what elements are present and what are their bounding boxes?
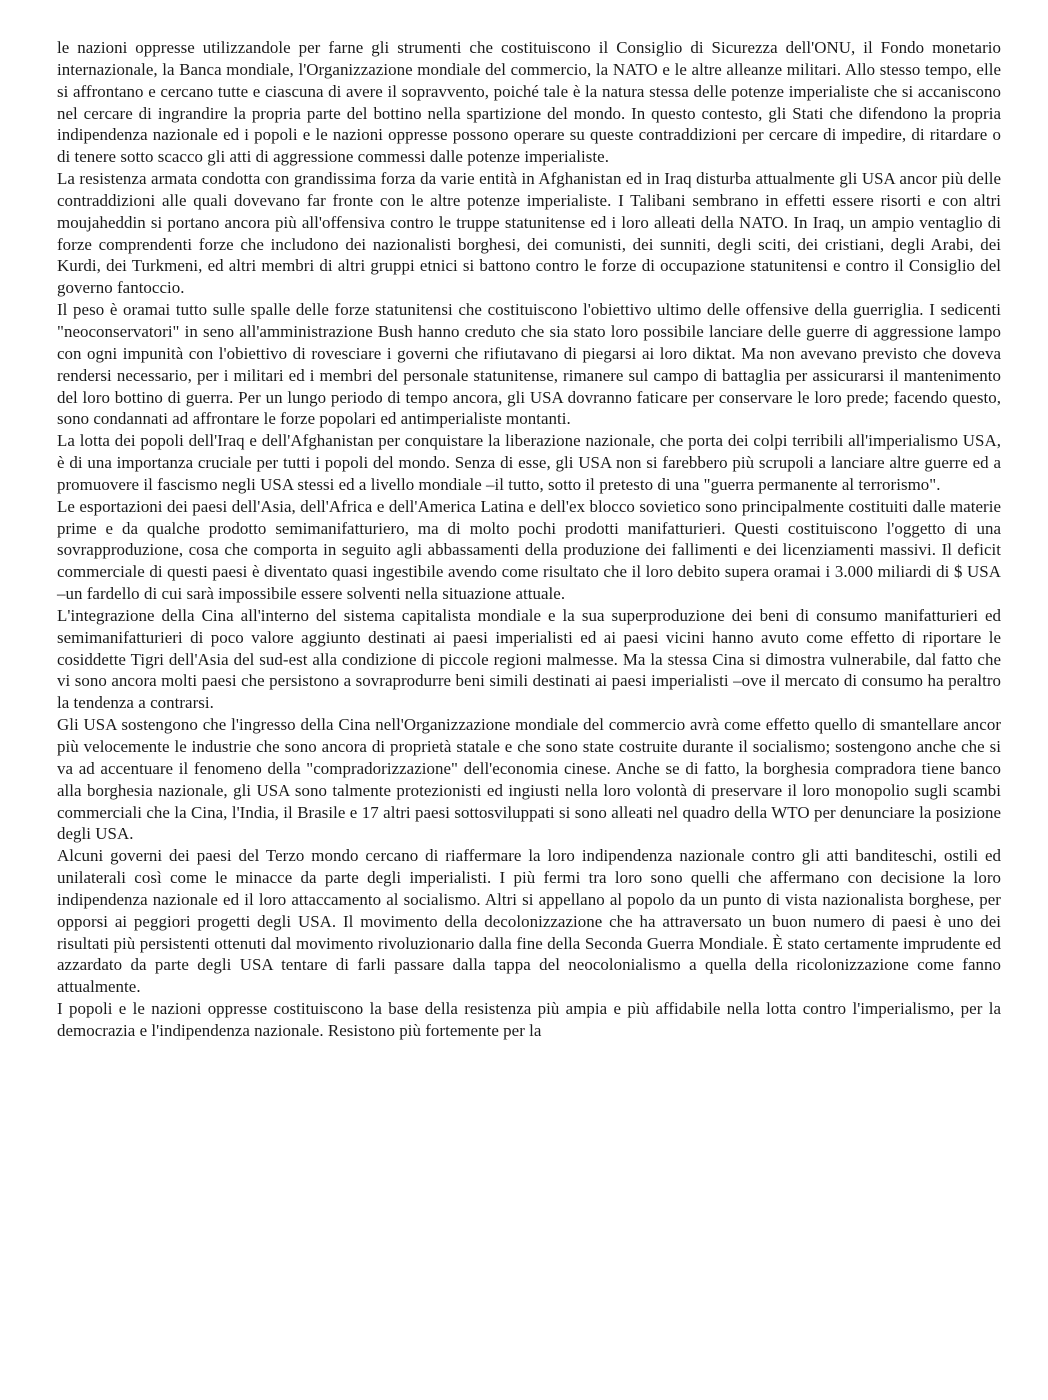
document-page: [57, 37, 1001, 1042]
paragraph-8: Alcuni governi dei paesi del Terzo mondo cercano di riaffermare la loro indipendenza nazionale contro gli atti banditeschi, ostili ed unilaterali così come le minacce da parte degli imperialisti. I più fermi tra loro sono quelli che affermano con decisione la loro indipendenza nazionale ed il loro attaccamento al socialismo. Altri si appellano al popolo da un punto di vista nazionalista borghese, per opporsi ai peggiori progetti degli USA. Il movimento della decolonizzazione che ha attraversato un buon numero di paesi è uno dei risultati più persistenti ottenuti dal movimento rivoluzionario dalla fine della Seconda Guerra Mondiale. È stato certamente imprudente ed azzardato da parte degli USA tentare di farli passare dalla tappa del neocolonialismo a quella della ricolonizzazione come fanno attualmente.: [57, 846, 1001, 997]
paragraph-2: La resistenza armata condotta con grandissima forza da varie entità in Afghanistan ed in Iraq disturba attualmente gli USA ancor più delle contraddizioni alle quali dovevano far fronte con le altre potenze imperialiste. I Talibani sembrano in effetti essere risorti e con altri moujaheddin si portano ancora più all'offensiva contro le truppe statunitense ed i loro alleati della NATO. In Iraq, un ampio ventaglio di forze comprendenti forze che includono dei nazionalisti borghesi, dei comunisti, dei sunniti, degli sciti, dei cristiani, degli Arabi, dei Kurdi, dei Turkmeni, ed altri membri di altri gruppi etnici si battono contro le forze di occupazione statunitensi e contro il Consiglio del governo fantoccio.: [57, 169, 1001, 298]
paragraph-3: Il peso è oramai tutto sulle spalle delle forze statunitensi che costituiscono l'obiettivo ultimo delle offensive della guerriglia. I sedicenti "neoconservatori" in seno all'amministrazione Bush hanno creduto che sia stato loro possibile lanciare delle guerre di aggressione lampo con ogni impunità con l'obiettivo di rovesciare i governi che rifiutavano di piegarsi ai loro diktat. Ma non avevano previsto che doveva rendersi necessario, per i militari ed i membri del personale statunitense, rimanere sul campo di battaglia per assicurarsi il mantenimento del loro bottino di guerra. Per un lungo periodo di tempo ancora, gli USA dovranno faticare per conservare le loro prede; facendo questo, sono condannati ad affrontare le forze popolari ed antimperialiste montanti.: [57, 300, 1001, 429]
paragraph-4: La lotta dei popoli dell'Iraq e dell'Afghanistan per conquistare la liberazione nazionale, che porta dei colpi terribili all'imperialismo USA, è di una importanza cruciale per tutti i popoli del mondo. Senza di esse, gli USA non si farebbero più scrupoli a lanciare altre guerre ed a promuovere il fascismo negli USA stessi ed a livello mondiale –il tutto, sotto il pretesto di una "guerra permanente al terrorismo".: [57, 431, 1001, 494]
paragraph-7: Gli USA sostengono che l'ingresso della Cina nell'Organizzazione mondiale del commercio avrà come effetto quello di smantellare ancor più velocemente le industrie che sono ancora di proprietà statale e che sono state costruite durante il socialismo; sostengono anche che si va ad accentuare il fenomeno della "compradorizzazione" dell'economia cinese. Anche se di fatto, la borghesia compradora tiene banco alla borghesia nazionale, gli USA sono talmente protezionisti ed ingiusti nella loro volontà di preservare il loro monopolio sugli scambi commerciali che la Cina, l'India, il Brasile e 17 altri paesi sottosviluppati si sono alleati nel quadro della WTO per denunciare la posizione degli USA.: [57, 715, 1001, 844]
paragraph-5: Le esportazioni dei paesi dell'Asia, dell'Africa e dell'America Latina e dell'ex blocco sovietico sono principalmente costituiti dalle materie prime e da qualche prodotto semimanifatturiero, ma di molto pochi prodotti manifatturieri. Questi costituiscono l'oggetto di una sovrapproduzione, cosa che comporta in seguito agli abbassamenti della produzione dei fallimenti e dei licenziamenti massivi. Il deficit commerciale di questi paesi è diventato quasi ingestibile avendo come risultato che il loro debito supera oramai i 3.000 miliardi di $ USA –un fardello di cui sarà impossibile essere solventi nella situazione attuale.: [57, 496, 1001, 604]
paragraph-9: I popoli e le nazioni oppresse costituiscono la base della resistenza più ampia e più affidabile nella lotta contro l'imperialismo, per la democrazia e l'indipendenza nazionale. Resistono più fortemente per la: [57, 999, 1001, 1040]
paragraph-6: L'integrazione della Cina all'interno del sistema capitalista mondiale e la sua superproduzione dei beni di consumo manifatturieri ed semimanifatturieri di poco valore aggiunto destinati ai paesi imperialisti ed ai paesi vicini hanno avuto come effetto di riportare le cosiddette Tigri dell'Asia del sud-est alla condizione di piccole regioni malmesse. Ma la stessa Cina si dimostra vulnerabile, dal fatto che vi sono ancora molti paesi che persistono a sovraprodurre beni simili destinati ai paesi imperialisti –ove il mercato di consumo ha peraltro la tendenza a contrarsi.: [57, 605, 1001, 713]
paragraph-1: le nazioni oppresse utilizzandole per farne gli strumenti che costituiscono il Consiglio di Sicurezza dell'ONU, il Fondo monetario internazionale, la Banca mondiale, l'Organizzazione mondiale del commercio, la NATO e le altre alleanze militari. Allo stesso tempo, elle si affrontano e cercano tutte e ciascuna di avere il sopravvento, poiché tale è la natura stessa delle potenze imperialiste che si accaniscono nel cercare di ingrandire la propria parte del bottino nella spartizione del mondo. In questo contesto, gli Stati che difendono la propria indipendenza nazionale ed i popoli e le nazioni oppresse possono operare su queste contraddizioni per cercare di impedire, di ritardare o di tenere sotto scacco gli atti di aggressione commessi dalle potenze imperialiste.: [57, 38, 1001, 167]
